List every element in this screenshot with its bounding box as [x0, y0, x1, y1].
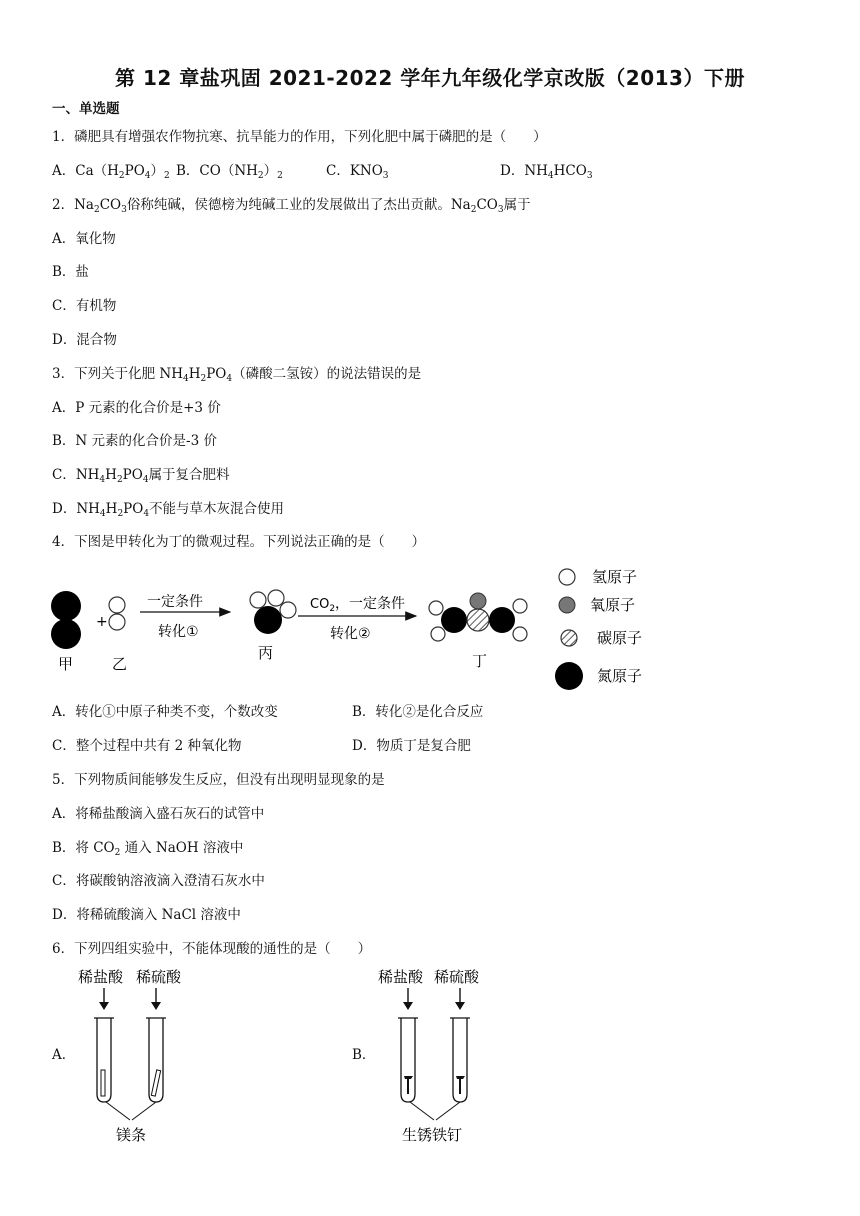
legend	[555, 568, 642, 690]
acid-label-hcl: 稀盐酸	[78, 968, 124, 986]
question-4-option-a: A．转化①中原子种类不变，个数改变	[52, 704, 278, 720]
document-title: 第 12 章盐巩固 2021-2022 学年九年级化学京改版（2013）下册	[115, 66, 745, 90]
question-3-option-d: D．$NH_4H_2PO_4$不能与草木灰混合使用	[52, 501, 285, 519]
object-label-magnesium: 镁条	[116, 1126, 147, 1144]
question-2-option-b: B．盐	[52, 264, 89, 280]
molecule-jia	[51, 591, 81, 649]
question-2-stem: 2．$Na_2CO_3$俗称纯碱，侯德榜为纯碱工业的发展做出了杰出贡献。$Na_2CO_3$属于	[52, 197, 531, 215]
test-tube	[450, 1018, 470, 1102]
test-tube	[146, 1018, 166, 1102]
molecule-bing	[250, 590, 296, 634]
question-1-stem: 1．磷肥具有增强农作物抗寒、抗旱能力的作用，下列化肥中属于磷肥的是（ ）	[52, 129, 547, 145]
question-3-option-b: B．N 元素的化合价是-3 价	[52, 433, 217, 449]
label-ding: 丁	[472, 652, 488, 670]
option-b: B．$CO(NH_2)_2$	[176, 163, 283, 181]
question-5-option-c: C．将碳酸钠溶液滴入澄清石灰水中	[52, 873, 265, 889]
question-2-option-a: A．氧化物	[52, 231, 116, 247]
label-yi: 乙	[112, 655, 128, 673]
question-6-stem: 6．下列四组实验中，不能体现酸的通性的是（ ）	[52, 941, 372, 957]
option-a: A．$Ca(H_2PO_4)_2$	[52, 163, 170, 181]
arrow-2-label: 转化②	[330, 626, 371, 642]
question-2-option-c: C．有机物	[52, 298, 117, 314]
question-5-option-d: D．将稀硫酸滴入 NaCl 溶液中	[52, 907, 241, 923]
label-bing: 丙	[258, 644, 274, 662]
object-label-rusty-nail: 生锈铁钉	[402, 1126, 463, 1144]
test-tube	[94, 1018, 114, 1102]
nail-icon	[404, 1076, 413, 1094]
question-6-option-b-label: B．	[352, 1047, 376, 1063]
question-4-option-c: C．整个过程中共有 2 种氧化物	[52, 738, 242, 754]
arrow-2-condition: $CO_2$，一定条件	[310, 596, 406, 614]
acid-label-h2so4: 稀硫酸	[434, 968, 480, 986]
section-heading: 一、单选题	[52, 101, 120, 117]
legend-oxygen: 氧原子	[590, 596, 636, 614]
label-jia: 甲	[58, 655, 74, 673]
question-1-options	[52, 161, 593, 186]
question-4-stem: 4．下图是甲转化为丁的微观过程。下列说法正确的是（ ）	[52, 534, 426, 550]
legend-carbon: 碳原子	[597, 629, 643, 647]
reaction-diagram	[40, 560, 680, 696]
legend-hydrogen: 氢原子	[592, 568, 638, 586]
question-3-option-c: C．$NH_4H_2PO_4$属于复合肥料	[52, 467, 230, 485]
question-5-option-b: B．将 $CO_2$ 通入 NaOH 溶液中	[52, 840, 244, 858]
legend-nitrogen: 氮原子	[597, 667, 643, 685]
arrow-1-label: 转化①	[158, 624, 199, 640]
question-6-option-a-label: A．	[52, 1047, 76, 1063]
acid-label-hcl: 稀盐酸	[378, 968, 424, 986]
molecule-yi	[109, 597, 125, 630]
question-5-stem: 5．下列物质间能够发生反应，但没有出现明显现象的是	[52, 772, 385, 788]
molecule-ding	[429, 593, 527, 641]
experiment-a-diagram	[72, 962, 202, 1150]
arrow-1-condition: 一定条件	[147, 594, 203, 610]
test-tube	[398, 1018, 418, 1102]
option-d: D．$NH_4HCO_3$	[500, 163, 593, 181]
nail-icon	[456, 1076, 465, 1094]
acid-label-h2so4: 稀硫酸	[136, 968, 182, 986]
question-4-option-b: B．转化②是化合反应	[352, 704, 484, 720]
question-3-option-a: A．P 元素的化合价是+3 价	[52, 400, 221, 416]
option-c: C．$KNO_3$	[326, 163, 389, 181]
question-4-option-d: D．物质丁是复合肥	[352, 738, 471, 754]
plus-sign: +	[96, 614, 108, 630]
question-5-option-a: A．将稀盐酸滴入盛石灰石的试管中	[52, 806, 265, 822]
experiment-b-diagram	[372, 962, 502, 1150]
question-2-option-d: D．混合物	[52, 332, 117, 348]
question-3-stem: 3．下列关于化肥 $NH_4H_2PO_4$（磷酸二氢铵）的说法错误的是	[52, 366, 422, 384]
